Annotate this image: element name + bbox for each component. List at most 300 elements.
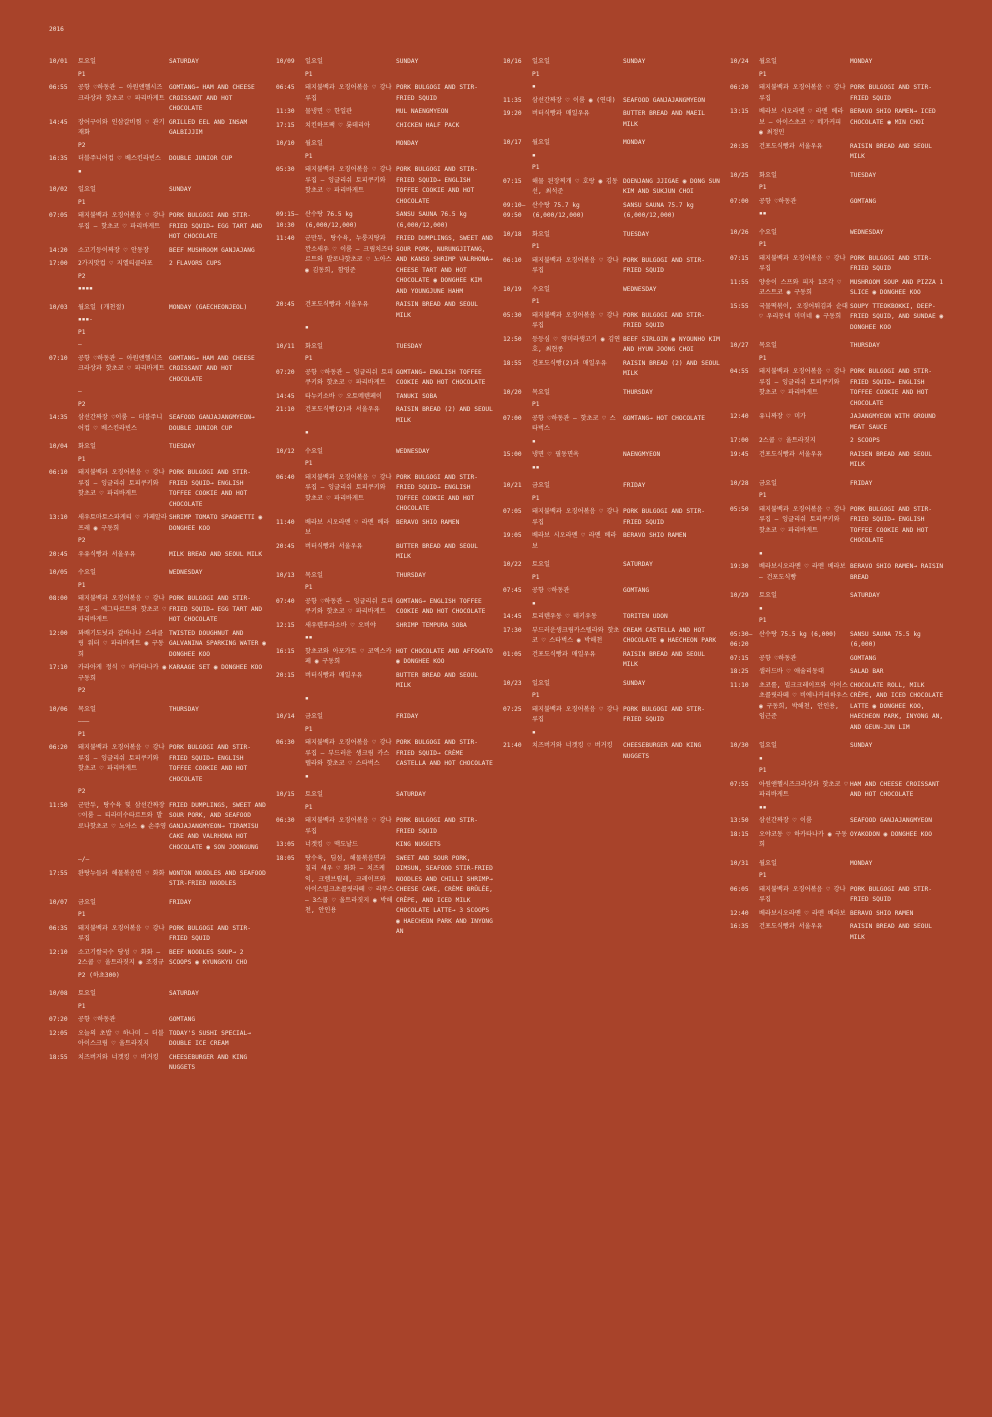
meal-entry — [730, 367, 950, 409]
meal-entry — [730, 450, 950, 471]
entry-note: –/– — [78, 856, 90, 863]
entry-note: P1 — [532, 164, 540, 171]
meal-time: 19:30 — [730, 563, 749, 570]
entry-note: ▪ — [532, 437, 536, 445]
meal-time: 21:10 — [276, 406, 295, 413]
day-date: 10/30 — [730, 742, 749, 749]
meal-time: 13:10 — [49, 514, 68, 521]
day-name-en: TUESDAY — [396, 342, 423, 350]
entry-note: ––– — [78, 718, 90, 725]
day-heading — [503, 57, 723, 68]
meal-time: 04:55 — [730, 368, 749, 375]
meal-description-ko: 군만두, 탕수육 및 삼선간짜장 ♡이룸 – 티라미수타르트와 발로나핫초코 ♡ 노아스 ◉ 손주영 — [78, 801, 167, 830]
meal-time: 16:15 — [276, 647, 295, 655]
day-name-en: FRIDAY — [850, 479, 873, 487]
meal-description-en: TORITEN UDON — [623, 613, 668, 620]
meal-description-en: PORK BULGOGI AND STIR-FRIED SQUID→ ENGLISH TOFFEE COOKIE AND HOT CHOCOLATE — [396, 473, 478, 512]
meal-description-ko: 돼지불백과 오징어볶음 ♡ 강나루집 – 잉글리쉬 토피쿠키와 핫초코 ♡ 파리바게트 — [78, 744, 165, 772]
meal-time: 20:15 — [276, 671, 295, 679]
meal-description-ko: 샐러드바 ♡ 애슐리동대 — [759, 668, 824, 675]
meal-description-ko: 소고기쌀국수 당성 ♡ 화화 – 2스쿱 ♡ 울트라짓지 ◉ 조경규 — [78, 948, 164, 966]
day-heading — [730, 228, 950, 239]
meal-description-ko: 돼지불백과 오징어볶음 ♡ 강나루집 – 에그타르트와 핫초코 ♡ 파리바게트 — [78, 595, 167, 623]
meal-description-en: PORK BULGOGI AND STIR-FRIED SQUID→ EGG TART AND HOT CHOCOLATE — [169, 595, 263, 623]
meal-entry — [503, 96, 723, 107]
meal-time: 13:50 — [730, 817, 749, 824]
day-name-en: SATURDAY — [169, 990, 199, 997]
meal-entry — [276, 518, 496, 539]
entry-note: ▪ — [759, 549, 763, 557]
meal-description-ko: 산수탕 76.5 kg (6,000/12,000) — [305, 211, 358, 229]
meal-description-en: GOMTANG — [850, 197, 877, 205]
meal-entry — [276, 210, 496, 231]
meal-entry — [49, 154, 269, 165]
entry-note: P1 — [532, 573, 540, 581]
meal-entry — [49, 550, 269, 561]
meal-description-en: BERAVO SHIO RAMEN — [396, 518, 460, 526]
meal-entry — [276, 738, 496, 770]
meal-description-ko: 2가지맛컵 ♡ 지엘티클라포 — [78, 260, 153, 267]
meal-entry — [730, 436, 950, 447]
entry-note: P1 — [305, 355, 313, 362]
meal-time: 15:00 — [503, 451, 522, 458]
meal-description-ko: 국물떡볶이, 오징어튀김과 순대 ♡ 우리동네 미미네 ◉ 구동희 — [759, 302, 848, 320]
meal-time: 14:45 — [49, 118, 68, 126]
meal-description-en: TODAY'S SUSHI SPECIAL→ DOUBLE ICE CREAM — [169, 1029, 251, 1047]
meal-entry — [276, 300, 496, 321]
meal-time: 12:40 — [730, 413, 749, 420]
meal-time: 09:10– 09:50 — [503, 201, 526, 219]
meal-entry — [503, 201, 723, 222]
meal-description-ko: 버터식빵과 서울우유 — [305, 542, 363, 550]
meal-description-ko: 건포도식빵과 매일우유 — [532, 650, 596, 658]
meal-description-ko: 돼지불백과 오징어볶음 ♡ 강나루집 — [305, 817, 392, 835]
meal-time: 07:15 — [730, 254, 749, 262]
day-date: 10/19 — [503, 285, 522, 293]
day-date: 10/28 — [730, 479, 749, 487]
meal-entry — [276, 473, 496, 515]
meal-entry — [49, 354, 269, 386]
meal-entry — [276, 107, 496, 118]
day-date: 10/31 — [730, 859, 749, 867]
day-name-en: TUESDAY — [850, 171, 877, 179]
day-name-ko: 월요일 — [305, 140, 323, 147]
day-name-ko: 토요일 — [305, 791, 323, 798]
meal-description-ko: 해물 된장찌개 ♡ 호랑 ◉ 김동선, 최석준 — [532, 177, 618, 195]
meal-time: 06:05 — [730, 885, 749, 893]
day-name-en: THURSDAY — [623, 388, 653, 396]
entry-note: ▪ — [305, 772, 309, 780]
day-heading — [503, 138, 723, 149]
meal-description-en: RAISIN BREAD AND SEOUL MILK — [850, 923, 932, 941]
meal-description-ko: 치즈버거와 너겟킹 ♡ 버거킹 — [78, 1053, 159, 1061]
meal-description-ko: 산수탕 75.5 kg (6,000) — [759, 630, 837, 638]
meal-description-en: PORK BULGOGI AND STIR-FRIED SQUID — [169, 924, 251, 942]
meal-entry — [503, 414, 723, 435]
meal-description-ko: 버터식빵과 매일우유 — [532, 110, 590, 117]
meal-description-en: GOMTANG→ ENGLISH TOFFEE COOKIE AND HOT CHOCOLATE — [396, 368, 486, 386]
meal-time: 17:00 — [730, 437, 749, 444]
day-name-ko: 일요일 — [532, 58, 550, 65]
day-heading — [503, 285, 723, 296]
day-name-ko: 수요일 — [78, 569, 96, 576]
meal-time: 11:10 — [730, 681, 749, 689]
meal-time: 05:30 — [503, 311, 522, 319]
meal-description-en: RAISIN BREAD AND SEOUL MILK — [850, 142, 932, 160]
day-name-en: TUESDAY — [169, 443, 196, 450]
meal-entry — [49, 83, 269, 115]
day-heading — [49, 989, 269, 1000]
meal-description-en: BERAVO SHIO RAMEN→ ICED CHOCOLATE ◉ MIN CHOI — [850, 108, 936, 126]
day-name-ko: 토요일 — [759, 592, 777, 599]
day-name-ko: 월요일 — [759, 58, 777, 65]
day-heading — [503, 481, 723, 492]
day-name-ko: 일요일 — [78, 186, 96, 193]
meal-description-ko: 초코롤, 밀크크레이프와 아이스초콜릿라떼 ♡ 비에나커피하우스 ◉ 구동희, 박해천, 안인용, 임근준 — [759, 681, 848, 720]
meal-entry — [503, 626, 723, 647]
entry-note: P1 — [78, 581, 86, 589]
meal-entry — [730, 681, 950, 734]
meal-time: 06:55 — [49, 84, 68, 91]
meal-time: 06:10 — [503, 256, 522, 264]
meal-time: 05:50 — [730, 505, 749, 513]
meal-entry — [730, 302, 950, 334]
meal-time: 11:40 — [276, 518, 295, 526]
meal-description-ko: 산수탕 75.7 kg (6,000/12,000) — [532, 201, 585, 219]
entry-note: P1 — [305, 460, 313, 467]
meal-time: 11:50 — [49, 801, 68, 809]
meal-description-ko: 장어구이와 인삼갈비찜 ♡ 관기재화 — [78, 118, 165, 136]
day-name-ko: 월요일 — [532, 139, 550, 146]
meal-description-ko: 돼지불백과 오징어볶음 ♡ 강나루집 — [305, 84, 392, 102]
meal-time: 20:45 — [276, 542, 295, 550]
day-heading — [503, 230, 723, 241]
meal-description-ko: 등등심 ♡ 영미라생고기 ◉ 김연호, 최현종 — [532, 335, 621, 353]
meal-description-en: BUTTER BREAD AND SEOUL MILK — [396, 542, 478, 560]
meal-description-en: PORK BULGOGI AND STIR-FRIED SQUID→ ENGLISH TOFFEE COOKIE AND HOT CHOCOLATE — [169, 744, 251, 783]
day-date: 10/10 — [276, 140, 295, 147]
meal-time: 07:20 — [49, 1016, 68, 1023]
meal-time: 15:55 — [730, 302, 749, 310]
day-date: 10/25 — [730, 171, 749, 179]
day-date: 10/26 — [730, 228, 749, 236]
meal-description-en: BEEF SIRLOIN ◉ NYOUNHO KIM AND HYUN JOONG CHOI — [623, 335, 720, 353]
entry-note: ▪▪ — [759, 210, 767, 217]
entry-note: – — [78, 341, 82, 348]
meal-description-ko: 건포도식빵과 서울우유 — [759, 142, 823, 150]
day-name-en: SUNDAY — [623, 679, 646, 687]
meal-description-en: CHOCOLATE ROLL, MILK CRÊPE, AND ICED CHOCOLATE LATTE ◉ DONGHEE KOO, HAECHEON PARK, INYONG AN, AND GEUN-JUN LIM — [850, 681, 944, 731]
meal-entry — [503, 507, 723, 528]
day-name-ko: 수요일 — [532, 285, 550, 293]
day-name-en: SUNDAY — [169, 186, 192, 193]
meal-time: 12:40 — [730, 909, 749, 917]
meal-time: 13:15 — [730, 108, 749, 115]
meal-description-en: SANSU SAUNA 75.5 kg (6,000) — [850, 630, 921, 648]
entry-note: P2 — [78, 141, 86, 149]
meal-description-ko: 꽈배기도넛과 갈바나나 스파클링 워터 ♡ 파리바게트 ◉ 구동희 — [78, 629, 164, 658]
meal-description-ko: 돼지불백과 오징어볶음 ♡ 강나루집 – 잉글리쉬 토피쿠키와 핫초코 ♡ 파리바게트 — [305, 473, 392, 502]
meal-description-en: SOUPY TTEOKBOKKI, DEEP-FRIED SQUID, AND SUNDAE ◉ DONGHEE KOO — [850, 302, 944, 331]
day-heading — [730, 591, 950, 602]
meal-entry — [49, 413, 269, 434]
entry-note: ▪▪ — [759, 803, 767, 811]
meal-entry — [730, 667, 950, 678]
entry-note: P1 — [759, 767, 767, 774]
entry-note: P1 — [532, 401, 540, 408]
meal-description-en: WONTON NOODLES AND SEAFOOD STIR-FRIED NOODLES — [169, 869, 266, 887]
meal-description-ko: 치즈버거와 너겟킹 ♡ 버거킹 — [532, 742, 613, 749]
meal-description-en: SANSU SAUNA 76.5 kg (6,000/12,000) — [396, 211, 467, 229]
meal-description-en: RAISIN BREAD (2) AND SEOUL MILK — [396, 406, 493, 424]
meal-time: 20:45 — [49, 550, 68, 558]
entry-note: P2 — [78, 400, 86, 408]
meal-description-en: TWISTED DOUGHNUT AND GALVANINA SPARKING WATER ◉ DONGHEE KOO — [169, 629, 266, 658]
meal-entry — [503, 450, 723, 461]
meal-description-en: GOMTANG→ HOT CHOCOLATE — [623, 414, 705, 422]
day-name-en: WEDNESDAY — [623, 285, 657, 293]
meal-description-ko: 돼지불백과 오징어볶음 ♡ 강나루집 – 잉글리쉬 토피쿠키와 핫초코 ♡ 파리바게트 — [759, 505, 846, 534]
entry-note: P1 — [759, 241, 767, 248]
meal-description-ko: 돼지불백과 오징어볶음 ♡ 강나루집 – 잉글리쉬 토피쿠키와 핫초코 ♡ 파리바게트 — [759, 368, 846, 396]
entry-note: P1 — [305, 803, 313, 811]
meal-description-ko: 돼지불백과 오징어볶음 ♡ 강나루집 – 부드러운 생크림 카스텔라와 핫초코 ♡ 스타벅스 — [305, 739, 392, 767]
day-name-en: SUNDAY — [623, 58, 646, 65]
day-date: 10/04 — [49, 443, 68, 450]
day-name-ko: 월요일 — [759, 859, 777, 867]
meal-description-ko: 타누키소바 ♡ 오토메텐페이 — [305, 392, 382, 400]
meal-entry — [276, 854, 496, 938]
day-heading — [730, 171, 950, 182]
meal-entry — [49, 1015, 269, 1026]
day-heading — [49, 568, 269, 579]
day-name-ko: 월요일 (개천절) — [78, 303, 126, 311]
meal-time: 16:35 — [49, 155, 68, 162]
meal-time: 12:00 — [49, 629, 68, 637]
meal-description-en: PORK BULGOGI AND STIR-FRIED SQUID — [623, 508, 705, 526]
day-name-en: MONDAY — [623, 139, 646, 146]
meal-description-ko: 돼지불백과 오징어볶음 ♡ 강나루집 — [78, 924, 165, 942]
meal-entry — [503, 256, 723, 277]
day-heading — [276, 712, 496, 723]
meal-time: 01:05 — [503, 650, 522, 658]
day-name-en: SUNDAY — [850, 742, 873, 749]
meal-description-en: PORK BULGOGI AND STIR-FRIED SQUID→ ENGLISH TOFFEE COOKIE AND HOT CHOCOLATE — [850, 368, 932, 407]
meal-description-en: KING NUGGETS — [396, 841, 441, 848]
entry-note: ▪ — [759, 754, 763, 762]
page-year: 2016 — [49, 26, 64, 33]
entry-note: P2 — [78, 537, 86, 544]
day-name-ko: 수요일 — [305, 447, 323, 455]
meal-time: 05:30– 06:20 — [730, 630, 753, 648]
meal-entry — [276, 671, 496, 692]
day-name-ko: 화요일 — [532, 230, 550, 238]
meal-entry — [276, 368, 496, 389]
meal-entry — [49, 924, 269, 945]
meal-description-ko: 베라보시오라멘 ♡ 라멘 베라보 – 건포도식빵 — [759, 563, 846, 581]
meal-description-ko: 완탕누들과 해물볶음면 ♡ 화화 — [78, 869, 165, 877]
meal-description-en: 2 SCOOPS — [850, 437, 880, 444]
meal-entry — [276, 647, 496, 668]
day-date: 10/17 — [503, 139, 522, 146]
meal-description-en: 2 FLAVORS CUPS — [169, 260, 222, 267]
meal-description-en: TANUKI SOBA — [396, 392, 437, 400]
entry-note: P2 — [78, 788, 86, 795]
entry-note: ▪ — [305, 694, 309, 702]
meal-entry — [503, 311, 723, 332]
meal-time: 12:50 — [503, 335, 522, 343]
meal-description-ko: 양송이 스프와 피자 1조각 ♡ 코스트코 ◉ 구동희 — [759, 278, 842, 296]
meal-entry — [276, 597, 496, 618]
meal-description-ko: 삼선간짜장 ♡ 이룸 ◉ (연대) — [532, 96, 616, 104]
meal-description-ko: 공항 ♡하동관 — [759, 654, 797, 662]
day-name-en: SATURDAY — [396, 791, 426, 798]
meal-time: 18:55 — [503, 359, 522, 367]
meal-description-ko: 우유식빵과 서울우유 — [78, 550, 136, 558]
meal-description-en: OYAKODON ◉ DONGHEE KOO — [850, 830, 932, 838]
entry-note: P1 — [759, 70, 767, 78]
meal-description-ko: 새우토마토스파게티 ♡ 카페알라프레 ◉ 구동희 — [78, 514, 167, 532]
entry-note: P1 — [532, 692, 540, 699]
meal-entry — [730, 254, 950, 275]
entry-note: P1 — [78, 730, 86, 738]
meal-entry — [730, 107, 950, 139]
meal-description-en: BUTTER BREAD AND SEOUL MILK — [396, 671, 478, 689]
meal-entry — [730, 83, 950, 104]
meal-time: 19:05 — [503, 532, 522, 539]
day-name-en: FRIDAY — [396, 713, 419, 720]
meal-description-ko: 치킨하프팩 ♡ 롯데리아 — [305, 121, 370, 129]
meal-entry — [49, 118, 269, 139]
meal-description-ko: 건포도식빵(2)과 서울우유 — [305, 406, 380, 413]
day-date: 10/13 — [276, 571, 295, 579]
meal-entry — [276, 542, 496, 563]
meal-time: 11:35 — [503, 96, 522, 104]
entry-note: ▪ — [305, 324, 309, 331]
meal-description-en: BEEF NOODLES SOUP→ 2 SCOOPS ◉ KYUNGKYU CHO — [169, 948, 248, 966]
day-heading — [49, 57, 269, 68]
meal-entry — [503, 335, 723, 356]
meal-description-en: PORK BULGOGI AND STIR-FRIED SQUID — [396, 84, 478, 102]
meal-description-en: GOMTANG→ ENGLISH TOFFEE COOKIE AND HOT CHOCOLATE — [396, 597, 486, 615]
day-name-ko: 목요일 — [305, 571, 323, 579]
day-date: 10/18 — [503, 230, 522, 238]
meal-description-ko: 삼선간짜장 ♡ 이룸 — [759, 817, 813, 824]
meal-description-ko: 물냉면 ♡ 한일관 — [305, 108, 353, 115]
day-heading — [276, 57, 496, 68]
meal-time: 14:45 — [503, 613, 522, 620]
meal-time: 12:05 — [49, 1029, 68, 1037]
meal-entry — [730, 505, 950, 547]
meal-entry — [276, 392, 496, 403]
day-date: 10/12 — [276, 447, 295, 455]
meal-description-en: RAISIN BREAD AND SEOUL MILK — [623, 650, 705, 668]
day-heading — [503, 679, 723, 690]
day-heading — [49, 705, 269, 716]
day-name-en: THURSDAY — [169, 705, 199, 713]
meal-description-ko: 공항 ♡하동관 – 잉글리쉬 토피쿠키와 핫초코 ♡ 파리바게트 — [305, 597, 394, 615]
meal-entry — [49, 513, 269, 534]
meal-entry — [49, 869, 269, 890]
entry-note: P1 — [759, 492, 767, 499]
meal-time: 06:30 — [276, 739, 295, 746]
day-name-ko: 금요일 — [532, 482, 550, 489]
meal-entry — [503, 705, 723, 726]
meal-description-ko: 유니짜장 ♡ 미가 — [759, 413, 807, 420]
meal-description-ko: 돼지불백과 오징어볶음 ♡ 강나루집 — [759, 84, 846, 102]
day-date: 10/29 — [730, 592, 749, 599]
meal-description-ko: 부드러운생크림카스텔라와 핫초코 ♡ 스타벅스 ◉ 박해천 — [532, 626, 620, 644]
meal-description-en: PORK BULGOGI AND STIR-FRIED SQUID — [623, 705, 705, 723]
meal-time: 09:15– 10:30 — [276, 211, 299, 229]
entry-note: ▪ — [532, 83, 536, 90]
meal-description-en: MUL NAENGMYEON — [396, 108, 449, 115]
meal-description-ko: 건포도식빵과 서울우유 — [759, 450, 823, 458]
meal-description-ko: 돼지불백과 오징어볶음 ♡ 강나루집 — [532, 705, 619, 723]
meal-entry — [503, 109, 723, 130]
entry-note: ▪ — [532, 599, 536, 607]
meal-time: 17:30 — [503, 626, 522, 634]
day-name-en: TUESDAY — [623, 230, 650, 238]
meal-time: 12:10 — [49, 948, 68, 956]
meal-description-ko: 2스쿱 ♡ 울트라짓지 — [759, 437, 816, 444]
meal-description-ko: 냉면 ♡ 필동면옥 — [532, 451, 580, 458]
entry-note: ▪ — [759, 604, 763, 612]
meal-description-en: BUTTER BREAD AND MAEIL MILK — [623, 110, 705, 128]
day-name-en: MONDAY — [396, 140, 419, 147]
day-date: 10/24 — [730, 58, 749, 65]
meal-time: 07:00 — [730, 197, 749, 205]
day-date: 10/23 — [503, 679, 522, 687]
meal-entry — [730, 412, 950, 433]
meal-time: 07:55 — [730, 780, 749, 788]
meal-description-en: RAISIN BREAD (2) AND SEOUL MILK — [623, 359, 720, 377]
meal-description-ko: 공항 ♡하동관 — [532, 587, 570, 594]
meal-time: 18:15 — [730, 830, 749, 838]
meal-description-ko: 공항 ♡하동관 – 아원앤헬시즈 크라상과 핫초코 ♡ 파리바게트 — [78, 84, 165, 102]
meal-time: 18:55 — [49, 1053, 68, 1061]
day-name-en: SATURDAY — [850, 592, 880, 599]
meal-description-ko: 돼지불백과 오징어볶음 ♡ 강나루집 — [532, 256, 619, 274]
meal-description-en: PORK BULGOGI AND STIR-FRIED SQUID→ ENGLISH TOFFEE COOKIE AND HOT CHOCOLATE — [850, 505, 932, 544]
meal-time: 12:15 — [276, 621, 295, 629]
entry-note: ▪ — [78, 167, 82, 175]
day-name-ko: 토요일 — [532, 561, 550, 568]
entry-note: P1 — [78, 328, 86, 336]
meal-time: 07:20 — [276, 368, 295, 376]
meal-entry — [503, 177, 723, 198]
meal-description-ko: 소고기등이짜장 ♡ 안동장 — [78, 246, 149, 254]
meal-entry — [730, 654, 950, 665]
meal-entry — [276, 621, 496, 632]
meal-description-en: PORK BULGOGI AND STIR-FRIED SQUID — [623, 311, 705, 329]
entry-note: P1 — [759, 184, 767, 191]
meal-description-ko: 베라보 시오라멘 ♡ 라멘 베라보 — [305, 518, 390, 536]
meal-time: 17:00 — [49, 260, 68, 267]
meal-description-en: SEAFOOD GANJAJANGMYEON — [850, 817, 932, 824]
meal-description-en: SHRIMP TEMPURA SOBA — [396, 621, 467, 629]
meal-time: 06:20 — [730, 84, 749, 91]
meal-entry — [49, 259, 269, 270]
meal-entry — [49, 629, 269, 661]
day-name-ko: 토요일 — [78, 990, 96, 997]
entry-note: P1 — [759, 617, 767, 624]
entry-note: P1 — [78, 1002, 86, 1010]
column-4 — [730, 57, 950, 943]
meal-entry — [730, 780, 950, 801]
day-date: 10/06 — [49, 705, 68, 713]
day-heading — [730, 341, 950, 352]
